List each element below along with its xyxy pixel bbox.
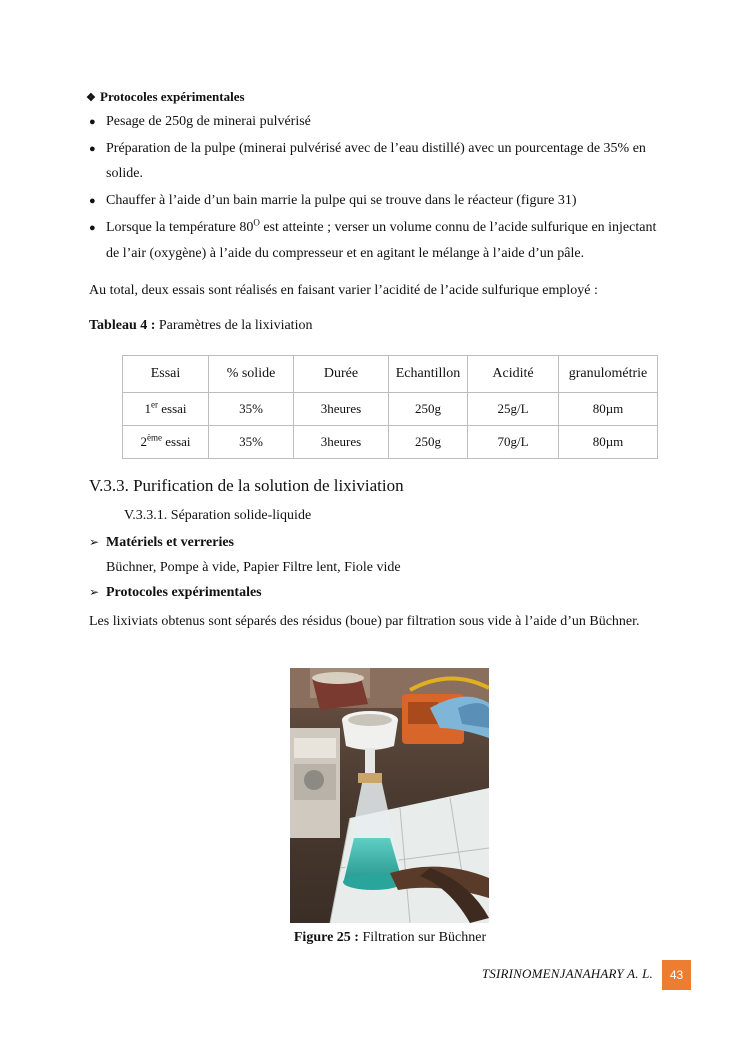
cell-acidite: 25g/L (468, 393, 559, 426)
lixiviation-parameters-table (122, 355, 658, 459)
cell-essai: 1er essai (123, 393, 209, 426)
cell-duree: 3heures (294, 393, 389, 426)
cell-essai: 2ème essai (123, 426, 209, 459)
intro-paragraph: Au total, deux essais sont réalisés en faisant varier l’acidité de l’acide sulfurique employé : (89, 283, 598, 298)
col-header: granulométrie (559, 356, 658, 393)
bullet-continuation: de l’air (oxygène) à l’aide du compresseur et en agitant le mélange à l’aide d’un pâle. (106, 246, 585, 261)
col-header: Echantillon (389, 356, 468, 393)
materials-heading: ➢ Matériels et verreries (89, 535, 234, 550)
bullet-item: ● Pesage de 250g de minerai pulvérisé (89, 114, 311, 129)
col-header: Essai (123, 356, 209, 393)
cell-solide: 35% (209, 426, 294, 459)
bullet-dot-icon: ● (89, 222, 96, 234)
cell-echantillon: 250g (389, 426, 468, 459)
bullet-item: ● Lorsque la température $80^O$ est atteinte ; verser un volume connu de l’acide sulfurique en injectant (89, 217, 657, 235)
col-header: Durée (294, 356, 389, 393)
protocols-heading: ❖ Protocoles expérimentales (86, 89, 245, 104)
arrow-bullet-icon: ➢ (89, 535, 100, 549)
table-row (123, 426, 658, 459)
figure-caption: Figure 25 : Filtration sur Büchner (293, 930, 487, 945)
table-caption: Tableau 4 : Paramètres de la lixiviation (89, 318, 313, 333)
diamond-bullet-icon: ❖ (86, 92, 96, 104)
subsection-title: V.3.3.1. Séparation solide-liquide (124, 508, 312, 523)
buchner-filtration-photo (290, 668, 489, 923)
footer-author: TSIRINOMENJANAHARY A. L. (481, 966, 653, 981)
table-header-row (123, 356, 658, 393)
table-row (123, 393, 658, 426)
arrow-bullet-icon: ➢ (89, 585, 100, 599)
bullet-dot-icon: ● (89, 143, 96, 155)
cell-acidite: 70g/L (468, 426, 559, 459)
materials-list: Büchner, Pompe à vide, Papier Filtre lent, Fiole vide (106, 560, 401, 575)
bullet-dot-icon: ● (89, 116, 96, 128)
bullet-item: ● Préparation de la pulpe (minerai pulvérisé avec de l’eau distillé) avec un pourcentage de 35% en (89, 141, 646, 156)
cell-solide: 35% (209, 393, 294, 426)
cell-granulometrie: 80µm (559, 393, 658, 426)
cell-duree: 3heures (294, 426, 389, 459)
cell-granulometrie: 80µm (559, 426, 658, 459)
bullet-continuation: solide. (106, 166, 143, 181)
section-title: V.3.3. Purification de la solution de lixiviation (89, 476, 404, 495)
page-number-badge: 43 (662, 960, 691, 990)
col-header: % solide (209, 356, 294, 393)
bullet-item: ● Chauffer à l’aide d’un bain marrie la pulpe qui se trouve dans le réacteur (figure 31) (89, 193, 577, 208)
cell-echantillon: 250g (389, 393, 468, 426)
col-header: Acidité (468, 356, 559, 393)
filtration-paragraph: Les lixiviats obtenus sont séparés des résidus (boue) par filtration sous vide à l’aide d’un Büchner. (89, 614, 640, 629)
bullet-dot-icon: ● (89, 195, 96, 207)
protocols-heading-2: ➢ Protocoles expérimentales (89, 585, 262, 600)
